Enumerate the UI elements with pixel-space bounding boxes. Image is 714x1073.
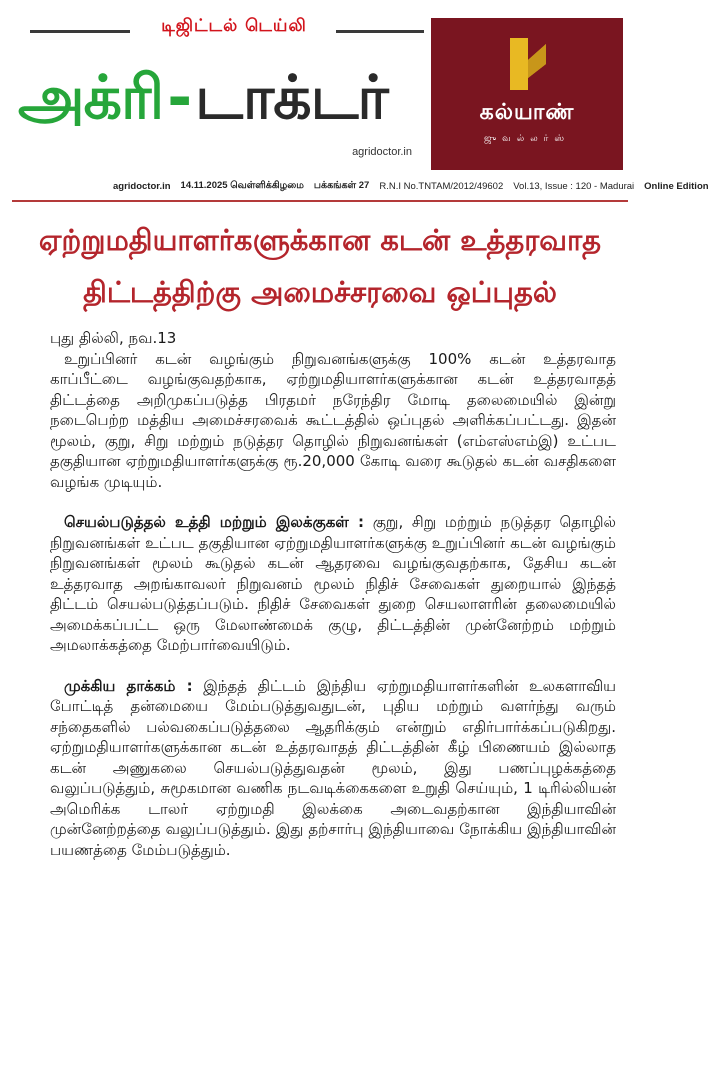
issue-info-bar <box>108 178 709 194</box>
paragraph-2-text: குறு, சிறு மற்றும் நடுத்தர தொழில் நிறுவனங்கள் உட்பட தகுதியான ஏற்றுமதியாளர்களுக்கு உறுப்பினர் கடன் வழங்கும் நிறுவனங்கள் மூலம் கூடுதல் கடன் ஆதரவை வழங்குவதற்காக, தேசிய கடன் உத்தரவாத அறங்காவலர் நிறுவனம் மூலம் நிதிச் சேவைகள் துறையால் இந்தத் திட்டம் செயல்படுத்தப்படும். நிதிச் சேவைகள் துறை செயலாளரின் தலைமையில் அமைக்கப்பட்ட ஒரு மேலாண்மைக் குழு, திட்டத்தின் முன்னேற்றம் மற்றும் அமலாக்கத்தை மேற்பார்வையிடும். <box>50 513 616 654</box>
decorative-rule <box>30 30 130 33</box>
info-edition: Online Edition <box>644 180 709 192</box>
headline-line-1: ஏற்றுமதியாளர்களுக்கான கடன் உத்தரவாத <box>38 223 602 257</box>
info-rni: R.N.I No.TNTAM/2012/49602 <box>379 180 504 192</box>
newspaper-logo[interactable] <box>18 14 418 174</box>
subbrand-label: டிஜிட்டல் டெய்லி <box>161 16 307 36</box>
brand-title-dash: - <box>167 63 192 133</box>
paragraph-3-text: இந்தத் திட்டம் இந்திய ஏற்றுமதியாளர்களின் உலகளாவிய போட்டித் தன்மையை மேம்படுத்துவதுடன், புதிய மற்றும் வளர்ந்து வரும் சந்தைகளில் பல்வகைப்படுத்தலை ஆதரிக்கும் என்றும் எதிர்பார்க்கப்படுகிறது. ஏற்றுமதியாளர்களுக்கான கடன் உத்தரவாதத் திட்டத்தின் கீழ் பிணையம் இல்லாத கடன் அணுகலை செயல்படுத்துவதன் மூலம், இது பணப்புழக்கத்தை வலுப்படுத்தும், சுமூகமான வணிக நடவடிக்கைகளை உறுதி செய்யும், 1 டிரில்லியன் அமெரிக்க டாலர் ஏற்றுமதி இலக்கை அடைவதற்கான இந்தியாவின் முன்னேற்றத்தை வலுப்படுத்தும். இது தற்சார்பு இந்தியாவை நோக்கிய இந்தியாவின் பயணத்தை மேம்படுத்தும். <box>50 676 616 859</box>
info-site[interactable]: agridoctor.in <box>113 180 171 192</box>
paragraph-2-lead: செயல்படுத்தல் உத்தி மற்றும் இலக்குகள் : <box>64 513 364 531</box>
article-body <box>50 328 616 860</box>
info-pages: பக்கங்கள் 27 <box>313 180 370 191</box>
paragraph-1: உறுப்பினர் கடன் வழங்கும் நிறுவனங்களுக்கு 100% கடன் உத்தரவாத காப்பீட்டை வழங்குவதற்காக, ஏற்றுமதியாளர்களுக்கான கடன் உத்தரவாதத் திட்டத்தை அறிமுகப்படுத்த பிரதமர் நரேந்திர மோடி தலைமையில் இன்று நடைபெற்ற மத்திய அமைச்சரவைக் கூட்டத்தில் ஒப்புதல் அளிக்கப்பட்டது. இதன் மூலம், குறு, சிறு மற்றும் நடுத்தர தொழில் நிறுவனங்கள் (எம்எஸ்எம்இ) உட்பட தகுதியான ஏற்றுமதியாளர்களுக்கு ரூ.20,000 கோடி வரை கூடுதல் கடன் வசதிகளை வழங்க முடியும். <box>50 349 616 491</box>
header-divider <box>12 200 628 202</box>
headline-line-2: திட்டத்திற்கு அமைச்சரவை ஒப்புதல் <box>83 275 557 309</box>
brand-title-part2: டாக்டர் <box>195 63 388 133</box>
info-date: 14.11.2025 வெள்ளிக்கிழமை <box>180 180 304 191</box>
brand-title-part1: அக்ரி <box>18 63 164 133</box>
info-volume: Vol.13, Issue : 120 - Madurai <box>513 180 635 192</box>
article-headline <box>20 214 620 318</box>
dateline: புது தில்லி, நவ.13 <box>50 329 177 347</box>
paragraph-3-lead: முக்கிய தாக்கம் : <box>64 676 193 695</box>
site-url-small: agridoctor.in <box>352 146 412 158</box>
advert-subtitle: ஜுவல்லர்ஸ் <box>483 134 571 144</box>
advert-name: கல்யாண் <box>479 100 575 125</box>
masthead <box>0 0 709 200</box>
brand-title <box>18 48 418 148</box>
paragraph-3 <box>50 676 616 861</box>
kalyan-logo-icon <box>504 34 552 94</box>
decorative-rule <box>336 30 424 33</box>
jewellers-advert[interactable] <box>431 18 623 170</box>
paragraph-2 <box>50 512 616 656</box>
